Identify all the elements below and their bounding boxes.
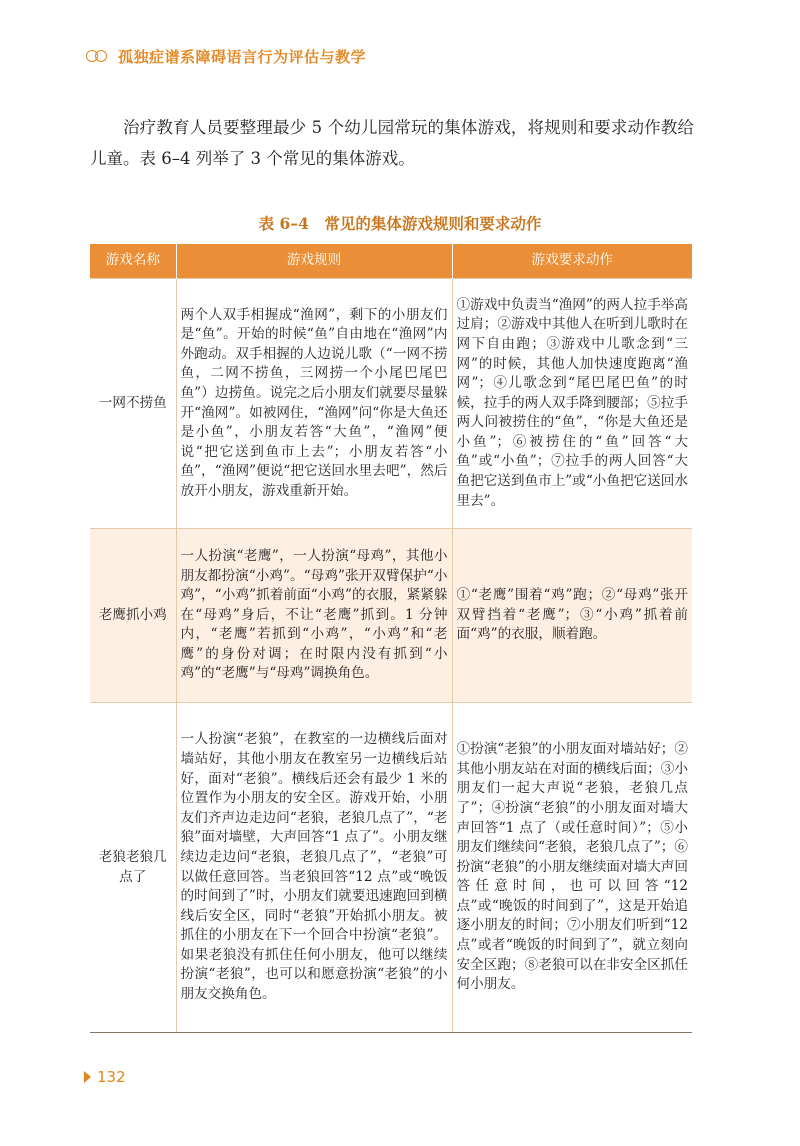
table-header-row <box>90 244 692 279</box>
column-header-rule: 游戏规则 <box>176 244 452 279</box>
running-header <box>86 44 366 68</box>
intro-paragraph: 治疗教育人员要整理最少 5 个幼儿园常玩的集体游戏，将规则和要求动作教给儿童。表 6–4 列举了 3 个常见的集体游戏。 <box>90 118 694 168</box>
table-row <box>90 279 692 529</box>
table-row <box>90 529 692 703</box>
game-rule-cell: 两个人双手相握成“渔网”，剩下的小朋友们是“鱼”。开始的时候“鱼”自由地在“渔网”内外跑动。双手相握的人边说儿歌（“一网不捞鱼，二网不捞鱼，三网捞一个小尾巴尾巴鱼”）边捞鱼。说完之后小朋友们就要尽量躲开“渔网”。如被网住，“渔网”问“你是大鱼还是小鱼”，小朋友若答“大鱼”，“渔网”便说“把它送到鱼市上去”；小朋友若答“小鱼”，“渔网”便说“把它送回水里去吧”，然后放开小朋友，游戏重新开始。 <box>176 279 452 529</box>
game-name-cell: 老狼老狼几点了 <box>90 703 176 1033</box>
triangle-right-icon <box>84 1071 91 1083</box>
column-header-action: 游戏要求动作 <box>452 244 692 279</box>
game-rule-cell: 一人扮演“老狼”，在教室的一边横线后面对墙站好，其他小朋友在教室另一边横线后站好，面对“老狼”。横线后还会有最少 1 米的位置作为小朋友的安全区。游戏开始，小朋友们齐声边走边问“老狼，老狼几点了”，“老狼”面对墙壁，大声回答“1 点了”。小朋友继续边走边问“老狼，老狼几点了”，“老狼”可以做任意回答。当老狼回答“12 点”或“晚饭的时间到了”时，小朋友们就要迅速跑回到横线后安全区，同时“老狼”开始抓小朋友。被抓住的小朋友在下一个回合中扮演“老狼”。如果老狼没有抓住任何小朋友，他可以继续扮演“老狼”，也可以和愿意扮演“老狼”的小朋友交换角色。 <box>176 703 452 1033</box>
table-caption: 表 6–4 常见的集体游戏规则和要求动作 <box>258 214 542 233</box>
game-rule-cell: 一人扮演“老鹰”，一人扮演“母鸡”，其他小朋友都扮演“小鸡”。“母鸡”张开双臂保护“小鸡”，“小鸡”抓着前面“小鸡”的衣服，紧紧躲在“母鸡”身后，不让“老鹰”抓到。1 分钟内，“老鹰”若抓到“小鸡”，“小鸡”和“老鹰”的身份对调；在时限内没有抓到“小鸡”的“老鹰”与“母鸡”调换角色。 <box>176 529 452 703</box>
game-name-cell: 一网不捞鱼 <box>90 279 176 529</box>
game-action-cell: ①“老鹰”围着“鸡”跑；②“母鸡”张开双臂挡着“老鹰”；③“小鸡”抓着前面“鸡”的衣服，顺着跑。 <box>452 529 692 703</box>
column-header-name: 游戏名称 <box>90 244 176 279</box>
game-action-cell: ①扮演“老狼”的小朋友面对墙站好；②其他小朋友站在对面的横线后面；③小朋友们一起大声说“老狼，老狼几点了”；④扮演“老狼”的小朋友面对墙大声回答“1 点了（或任意时间）”；⑤小朋友们继续问“老狼，老狼几点了”；⑥扮演“老狼”的小朋友继续面对墙大声回答任意时间，也可以回答“12 点”或“晚饭的时间到了”，这是开始追逐小朋友的时间；⑦小朋友们听到“12 点”或者“晚饭的时间到了”，就立刻向安全区跑；⑧老狼可以在非安全区抓任何小朋友。 <box>452 703 692 1033</box>
page-number: 132 <box>97 1068 126 1086</box>
book-title: 孤独症谱系障碍语言行为评估与教学 <box>118 47 367 66</box>
games-table <box>90 244 692 1033</box>
page-footer <box>84 1068 126 1086</box>
game-action-cell: ①游戏中负责当“渔网”的两人拉手举高过肩；②游戏中其他人在听到儿歌时在网下自由跑；③游戏中儿歌念到“三网”的时候，其他人加快速度跑离“渔网”；④儿歌念到“尾巴尾巴鱼”的时候，拉手的两人双手降到腰部；⑤拉手两人问被捞住的“鱼”，“你是大鱼还是小鱼”；⑥被捞住的“鱼”回答“大鱼”或“小鱼”；⑦拉手的两人回答“大鱼把它送到鱼市上”或“小鱼把它送回水里去”。 <box>452 279 692 529</box>
game-name-cell: 老鹰抓小鸡 <box>90 529 176 703</box>
rings-icon <box>86 49 110 63</box>
table-row <box>90 703 692 1033</box>
